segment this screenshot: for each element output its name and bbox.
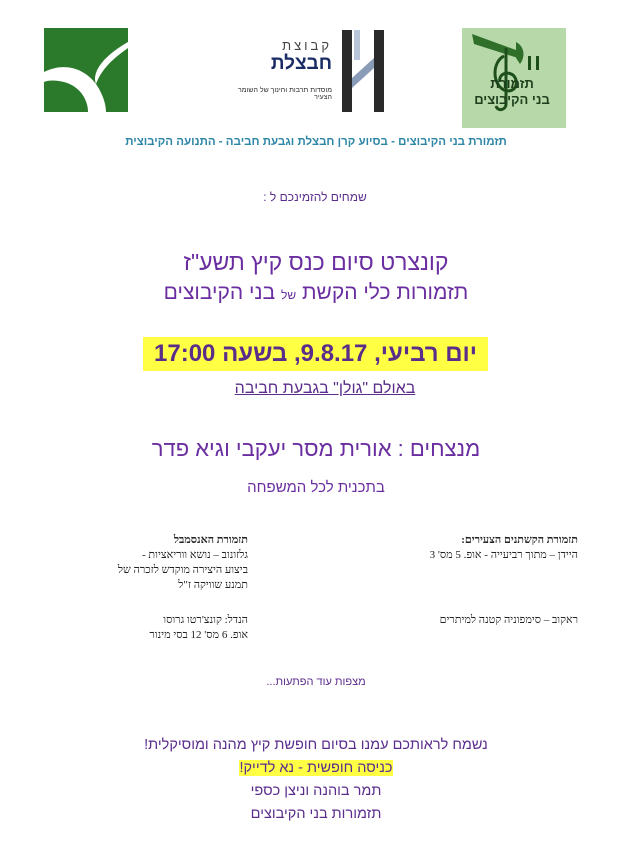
handel-opus: אופ. 6 מס' 12 בסי מינור xyxy=(149,629,248,641)
sponsor-line: תזמורת בני הקיבוצים - בסיוע קרן חבצלת וגבעת חביבה - התנועה הקיבוצית xyxy=(125,136,507,148)
logo-subtitle: מוסדות תרבות וחינוך של השומר הצעיר xyxy=(238,87,332,101)
invite-text: שמחים להזמינכם ל : xyxy=(263,190,367,204)
concert-subtitle xyxy=(60,281,572,305)
more-surprises: מצפות עוד הפתעות... xyxy=(266,676,366,688)
footer-org: תזמורות בני הקיבוצים xyxy=(250,806,382,822)
green-abstract-logo-icon xyxy=(44,28,128,112)
footer-welcome: נשמח לראותכם עמנו בסיום חופשת קיץ מהנה ומוסיקלית! xyxy=(144,737,488,753)
venue xyxy=(180,380,470,398)
ensemble-program xyxy=(72,533,248,593)
ensemble-piece: גלזונוב – נושא ווריאציות - xyxy=(142,549,248,561)
rakov-program xyxy=(402,613,578,628)
footer-names: תמר בוהנה וניצן כספי xyxy=(250,783,382,799)
ensemble-dedication: ביצוע היצירה מוקדש לזכרה של xyxy=(117,564,248,576)
date-time-highlight: יום רביעי, 9.8.17, בשעה 17:00 xyxy=(143,337,488,371)
logo-line-chavatzelet: חבצלת xyxy=(270,53,332,74)
ensemble-dedication-name: תמנע שוויקה ז"ל xyxy=(178,579,248,591)
orchestra-logo-line1: תזמורת xyxy=(490,76,534,91)
subtitle-part-b: בני הקיבוצים xyxy=(163,281,276,304)
chavatzelet-h-logo-icon xyxy=(340,28,388,114)
handel-piece: הנדל: קונצ'רטו גרוסו xyxy=(163,614,248,626)
orchestra-logo xyxy=(462,28,566,128)
conductors: מנצחים : אורית מסר יעקבי וגיא פדר xyxy=(151,436,481,461)
family-program: בתכנית לכל המשפחה xyxy=(247,479,385,496)
free-entry-highlight: כניסה חופשית - נא לדייק! xyxy=(239,760,393,776)
young-strings-header: תזמורת הקשתנים הצעירים: xyxy=(461,534,578,546)
footer xyxy=(60,734,572,826)
concert-title: קונצרט סיום כנס קיץ תשע"ז xyxy=(183,249,449,275)
chavatzelet-logo-text xyxy=(230,38,332,118)
handel-program xyxy=(72,613,248,643)
ensemble-header: תזמורת האנסמבל xyxy=(173,534,248,546)
subtitle-part-a: תזמורות כלי הקשת xyxy=(301,281,469,304)
rakov-piece: ראקוב – סימפוניה קטנה למיתרים xyxy=(439,614,578,626)
orchestra-logo-line2: בני הקיבוצים xyxy=(474,92,550,107)
logo-line-kvutza: קבוצת xyxy=(282,38,332,53)
young-strings-piece: היידן – מתוך רביעייה - אופ. 5 מס' 3 xyxy=(429,549,578,561)
young-strings-program xyxy=(402,533,578,563)
venue-text: באולם "גולן" בגבעת חביבה xyxy=(234,380,416,397)
subtitle-of: של xyxy=(281,288,297,302)
